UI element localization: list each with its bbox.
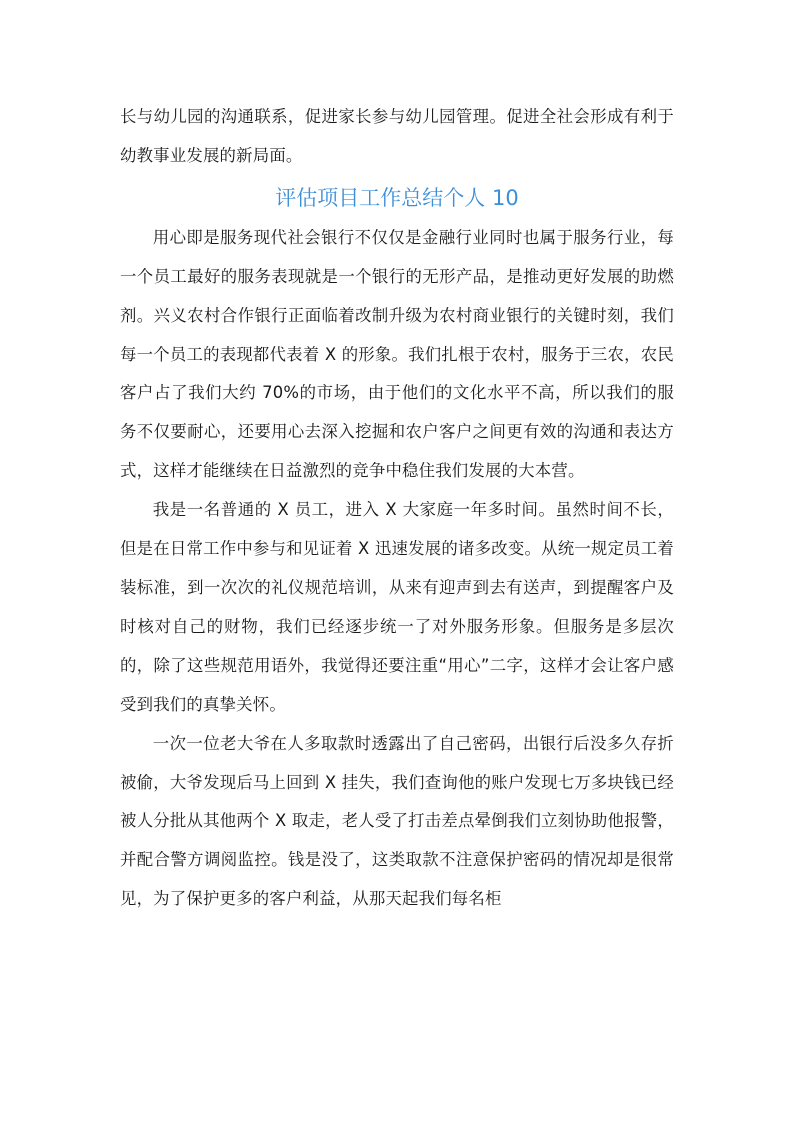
body-paragraph-1: 用心即是服务现代社会银行不仅仅是金融行业同时也属于服务行业，每一个员工最好的服务表现就是一个银行的无形产品，是推动更好发展的助燃剂。兴义农村合作银行正面临着改制升级为农村商业银行的关键时刻，我们每一个员工的表现都代表着 X 的形象。我们扎根于农村，服务于三农，农民客户占了我们大约 70%的市场，由于他们的文化水平不高，所以我们的服务不仅要耐心，还要用心去深入挖掘和农户客户之间更有效的沟通和表达方式，这样才能继续在日益激烈的竞争中稳住我们发展的大本营。 <box>120 227 674 481</box>
section-heading: 评估项目工作总结个人 10 <box>275 185 519 210</box>
document-body <box>120 98 674 919</box>
body-paragraph-3: 一次一位老大爷在人多取款时透露出了自己密码，出银行后没多久存折被偷，大爷发现后马上回到 X 挂失，我们查询他的账户发现七万多块钱已经被人分批从其他两个 X 取走，老人受了打击差点晕倒我们立刻协助他报警，并配合警方调阅监控。钱是没了，这类取款不注意保护密码的情况却是很常见，为了保护更多的客户利益，从那天起我们每名柜 <box>120 733 674 909</box>
continued-paragraph: 长与幼儿园的沟通联系，促进家长参与幼儿园管理。促进全社会形成有利于幼教事业发展的新局面。 <box>120 107 674 165</box>
body-paragraph-2: 我是一名普通的 X 员工，进入 X 大家庭一年多时间。虽然时间不长，但是在日常工作中参与和见证着 X 迅速发展的诸多改变。从统一规定员工着装标准，到一次次的礼仪规范培训，从来有迎声到去有送声，到提醒客户及时核对自己的财物，我们已经逐步统一了对外服务形象。但服务是多层次的，除了这些规范用语外，我觉得还要注重“用心”二字，这样才会让客户感受到我们的真挚关怀。 <box>120 500 674 714</box>
